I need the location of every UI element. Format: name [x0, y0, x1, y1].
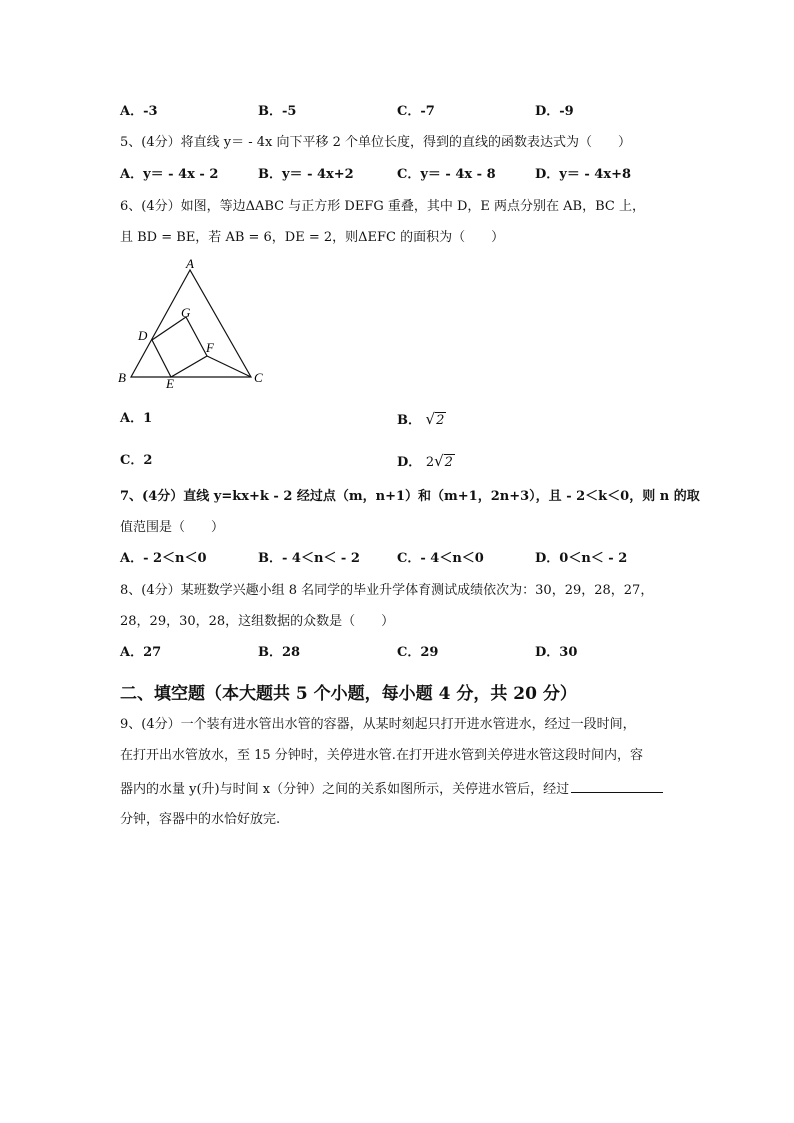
label-d: D: [138, 328, 148, 343]
q6-stem-line1: 6、(4分）如图，等边ΔABC 与正方形 DEFG 重叠，其中 D，E 两点分别在 AB，BC 上，: [120, 199, 645, 214]
q4-option-c: C．-7: [397, 104, 435, 119]
label-e: E: [166, 376, 174, 390]
q5-option-a: A．y＝ - 4x - 2: [120, 167, 219, 182]
q8-option-c: C．29: [397, 645, 439, 660]
q5-option-b: B．y＝ - 4x+2: [258, 167, 354, 182]
label-f: F: [206, 340, 214, 355]
q9-line3: [120, 780, 663, 798]
q8-stem-line1: 8、(4分）某班数学兴趣小组 8 名同学的毕业升学体育测试成绩依次为：30，29，28，27，: [120, 583, 654, 598]
q4-option-b: B．-5: [258, 104, 297, 119]
q5-stem: 5、(4分）将直线 y＝ - 4x 向下平移 2 个单位长度，得到的直线的函数表达式为（ ）: [120, 135, 632, 150]
q9-line4: 分钟，容器中的水恰好放完.: [120, 812, 281, 827]
label-c: C: [254, 370, 263, 385]
q6-stem-line2: 且 BD = BE，若 AB = 6，DE = 2，则ΔEFC 的面积为（ ）: [120, 230, 505, 245]
label-g: G: [181, 305, 191, 320]
q7-option-d: D．0＜n＜ - 2: [535, 551, 628, 566]
q8-stem-line2: 28，29，30，28，这组数据的众数是（ ）: [120, 614, 395, 629]
q8-option-d: D．30: [535, 645, 578, 660]
q8-option-a: A．27: [120, 645, 162, 660]
q8-option-b: B．28: [258, 645, 301, 660]
answer-blank[interactable]: [571, 780, 663, 793]
q7-stem-line2: 值范围是（ ）: [120, 520, 225, 535]
label-a: A: [186, 256, 194, 271]
q5-option-d: D．y＝ - 4x+8: [535, 167, 632, 182]
q7-option-c: C．- 4＜n＜0: [397, 551, 484, 566]
q6-option-d-radicand: 2: [444, 455, 453, 470]
q7-option-b: B．- 4＜n＜ - 2: [258, 551, 360, 566]
label-b: B: [118, 370, 126, 385]
q4-option-a: A．-3: [120, 104, 158, 119]
q6-option-b: [397, 411, 446, 429]
sqrt-symbol: √2: [425, 410, 445, 428]
square-defg: [152, 317, 207, 377]
q6-option-d-prefix: D．: [397, 455, 422, 470]
q4-option-d: D．-9: [535, 104, 574, 119]
q9-line2: 在打开出水管放水，至 15 分钟时，关停进水管.在打开进水管到关停进水管这段时间内，容: [120, 748, 643, 763]
q6-option-b-prefix: B．: [397, 413, 421, 428]
q6-option-d: [397, 453, 455, 471]
q6-option-c: C．2: [120, 453, 153, 468]
q7-option-a: A．- 2＜n＜0: [120, 551, 207, 566]
q6-triangle-figure: [114, 255, 274, 390]
q7-stem-line1: 7、(4分）直线 y=kx+k - 2 经过点（m，n+1）和（m+1，2n+3），且 - 2＜k＜0，则 n 的取: [120, 489, 700, 504]
q6-option-d-coef: 2: [425, 455, 435, 470]
q6-option-a: A．1: [120, 411, 153, 426]
q9-line1: 9、(4分）一个装有进水管出水管的容器，从某时刻起只打开进水管进水，经过一段时间，: [120, 717, 636, 732]
q9-line3-text: 器内的水量 y(升)与时间 x（分钟）之间的关系如图所示，关停进水管后，经过: [120, 782, 570, 797]
sqrt-symbol: √2: [434, 452, 453, 470]
section-heading: 二、填空题（本大题共 5 个小题，每小题 4 分，共 20 分）: [120, 684, 577, 704]
q6-option-b-radicand: 2: [436, 413, 445, 428]
triangle-abc: [131, 270, 251, 377]
q5-option-c: C．y＝ - 4x - 8: [397, 167, 496, 182]
